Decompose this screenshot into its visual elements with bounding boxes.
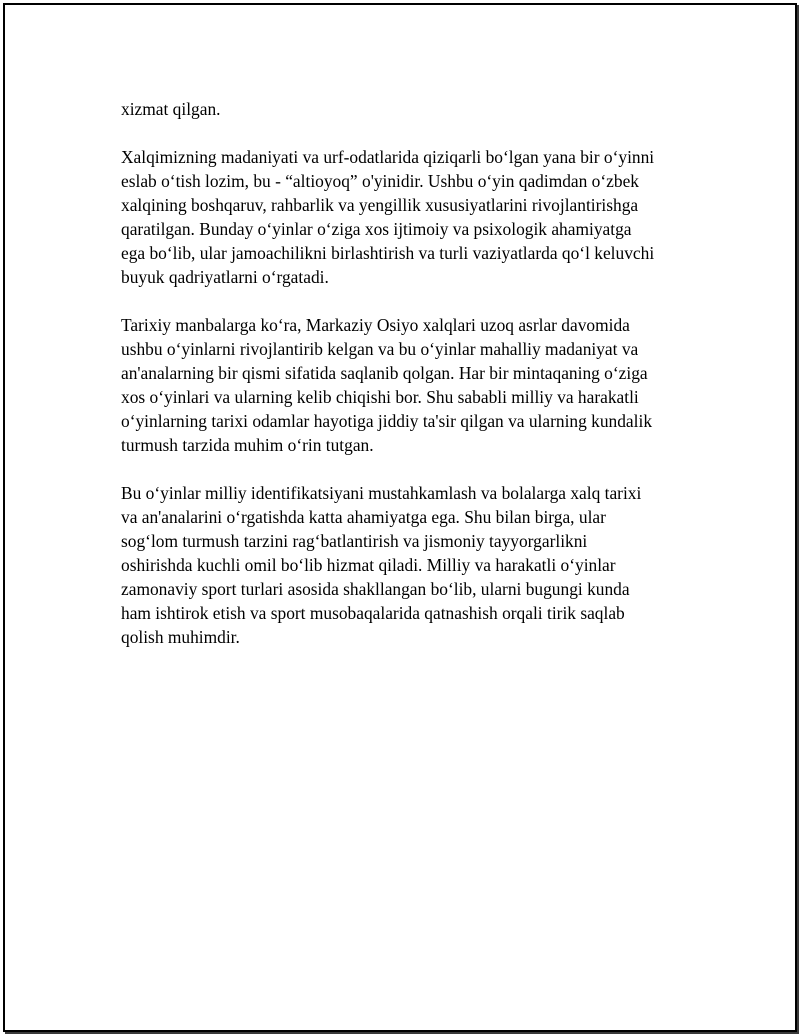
text-line: xizmat qilgan. [121, 99, 221, 119]
text-line: Xalqimizning madaniyati va urf-odatlarida qiziqarli boʻlgan yana bir oʻyinni [121, 147, 655, 167]
paragraph-3 [121, 313, 701, 457]
text-line: qolish muhimdir. [121, 627, 240, 647]
text-line: va an'analarini oʻrgatishda katta ahamiyatga ega. Shu bilan birga, ular [121, 507, 606, 527]
text-line: oshirishda kuchli omil boʻlib hizmat qiladi. Milliy va harakatli oʻyinlar [121, 555, 616, 575]
text-line: ushbu oʻyinlarni rivojlantirib kelgan va bu oʻyinlar mahalliy madaniyat va [121, 339, 639, 359]
text-line: qaratilgan. Bunday oʻyinlar oʻziga xos ijtimoiy va psixologik ahamiyatga [121, 219, 632, 239]
text-line: xalqining boshqaruv, rahbarlik va yengillik xususiyatlarini rivojlantirishga [121, 195, 639, 215]
text-line: Tarixiy manbalarga koʻra, Markaziy Osiyo xalqlari uzoq asrlar davomida [121, 315, 630, 335]
text-line: an'analarning bir qismi sifatida saqlanib qolgan. Har bir mintaqaning oʻziga [121, 363, 648, 383]
text-line: Bu oʻyinlar milliy identifikatsiyani mustahkamlash va bolalarga xalq tarixi [121, 483, 642, 503]
text-line: zamonaviy sport turlari asosida shakllangan boʻlib, ularni bugungi kunda [121, 579, 630, 599]
text-line: eslab oʻtish lozim, bu - “altioyoq” o'yinidir. Ushbu oʻyin qadimdan oʻzbek [121, 171, 639, 191]
text-line: oʻyinlarning tarixi odamlar hayotiga jiddiy ta'sir qilgan va ularning kundalik [121, 411, 653, 431]
paragraph-4 [121, 481, 701, 649]
text-line: xos oʻyinlari va ularning kelib chiqishi bor. Shu sababli milliy va harakatli [121, 387, 639, 407]
text-line: turmush tarzida muhim oʻrin tutgan. [121, 435, 374, 455]
text-line: buyuk qadriyatlarni oʻrgatadi. [121, 267, 329, 287]
text-line: sogʻlom turmush tarzini ragʻbatlantirish va jismoniy tayyorgarlikni [121, 531, 588, 551]
document-page [3, 3, 797, 1032]
text-line: ham ishtirok etish va sport musobaqalarida qatnashish orqali tirik saqlab [121, 603, 625, 623]
text-line: ega boʻlib, ular jamoachilikni birlashtirish va turli vaziyatlarda qoʻl keluvchi [121, 243, 655, 263]
paragraph-2 [121, 145, 701, 289]
paragraph-1 [121, 97, 701, 121]
document-body [121, 97, 701, 673]
